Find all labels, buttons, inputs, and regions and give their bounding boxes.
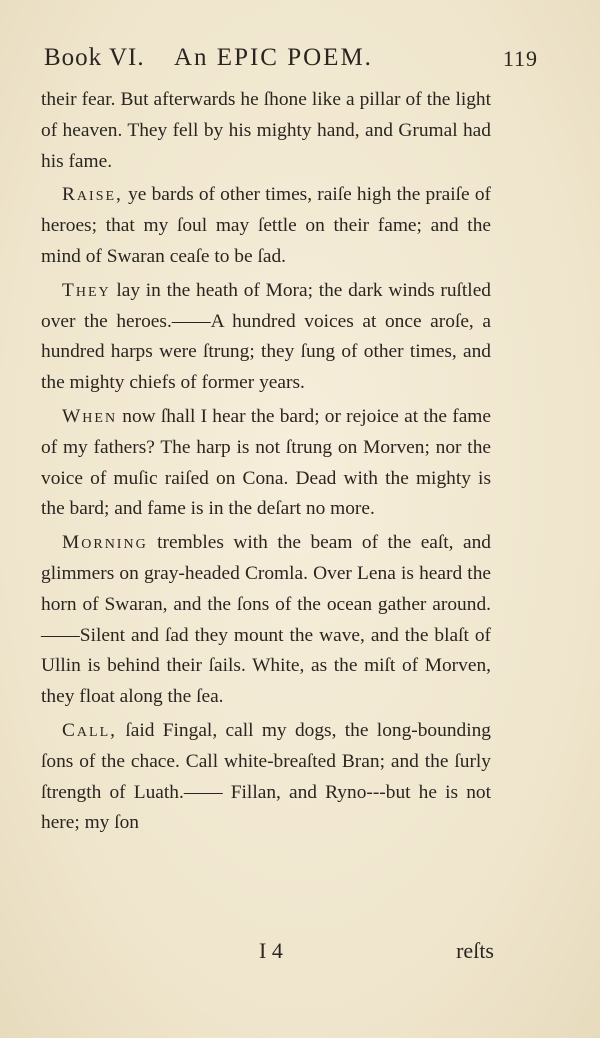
book-label: Book VI. (44, 44, 145, 71)
paragraph-lead: Morning (62, 532, 148, 554)
paragraph-lead: Call, (62, 719, 117, 741)
paragraph-lead: When (62, 405, 118, 427)
paragraph-text: ye bards of other times, raiſe high the praiſe of heroes; that my ſoul may ſettle on their fame; and the mind of Swaran ceaſe to be ſad. (41, 184, 491, 267)
paragraph-text: now ſhall I hear the bard; or rejoice at the fame of my fathers? The harp is not ſtrung on Morven; nor the voice of muſic raiſed on Cona. Dead with the mighty is the bard; and fame is in the deſart no more. (41, 405, 491, 520)
paragraph-text: their fear. But afterwards he ſhone like a pillar of the light of heaven. They fell by his mighty hand, and Grumal had his fame. (41, 89, 491, 172)
page-number: 119 (502, 46, 538, 71)
paragraph-text: trembles with the beam of the eaſt, and glimmers on gray-headed Cromla. Over Lena is heard the horn of Swaran, and the ſons of the ocean gather around.——Silent and ſad they mount the wave, and the blaſt of Ullin is behind their ſails. White, as the miſt of Morven, they float along the ſea. (41, 532, 491, 708)
paragraph-text: lay in the heath of Mora; the dark winds ruſtled over the heroes.——A hundred voices at once aroſe, a hundred harps were ſtrung; they ſung of other times, and the mighty chiefs of former years. (41, 279, 491, 394)
catchword: reſts (456, 938, 494, 963)
page-footer (44, 938, 494, 970)
signature-mark: I 4 (259, 938, 283, 963)
paragraph-lead: Raise, (62, 184, 123, 206)
running-header (44, 44, 538, 74)
paragraph (41, 528, 491, 713)
paragraph (41, 716, 491, 839)
paragraph (41, 276, 491, 399)
body-text (41, 85, 491, 839)
running-title: An EPIC POEM. (174, 44, 373, 71)
paragraph (41, 402, 491, 525)
paragraph-lead: They (62, 279, 111, 301)
paragraph (41, 85, 491, 177)
paragraph-text: ſaid Fingal, call my dogs, the long-bounding ſons of the chace. Call white-breaſted Bran; and the ſurly ſtrength of Luath.—— Fillan, and Ryno---but he is not here; my ſon (41, 719, 491, 834)
paragraph (41, 180, 491, 272)
